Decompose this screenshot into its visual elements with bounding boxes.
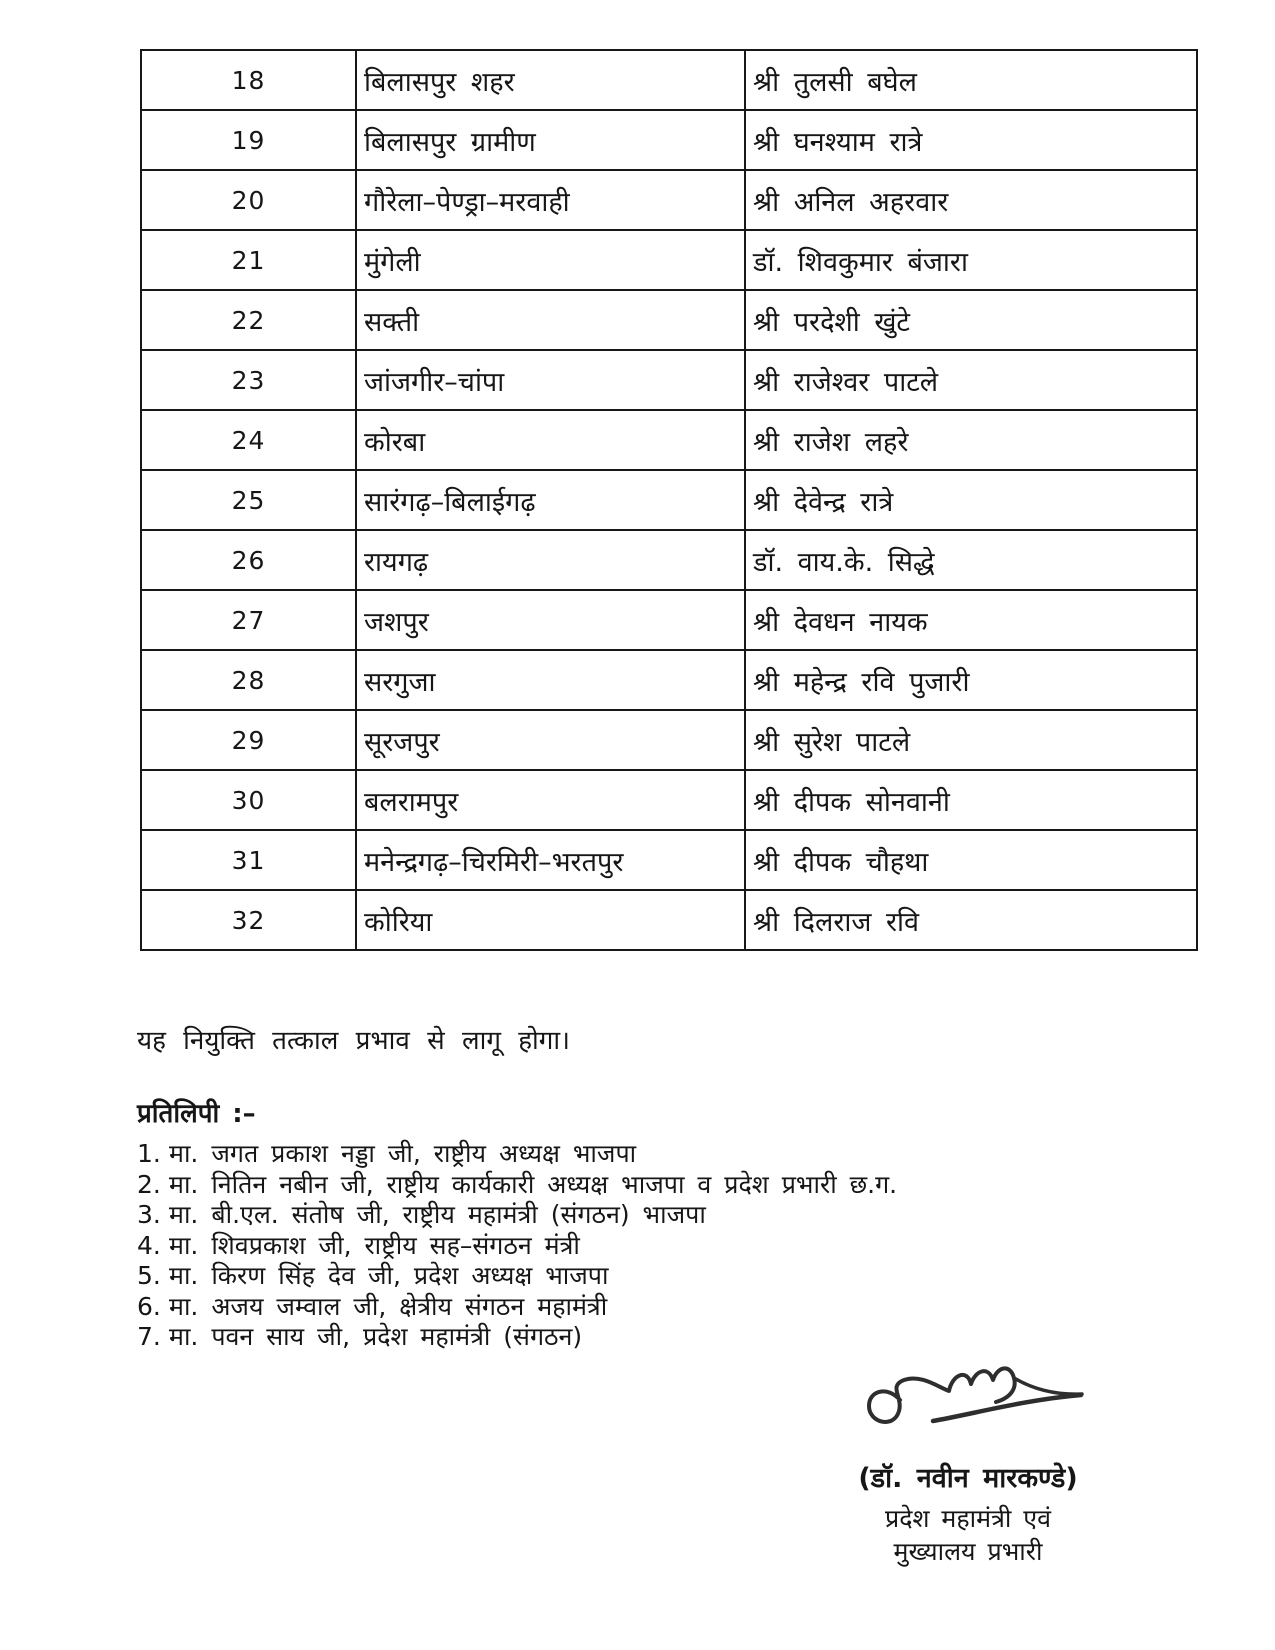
effect-note: यह नियुक्ति तत्काल प्रभाव से लागू होगा।: [137, 1026, 570, 1056]
cell-district: कोरिया: [356, 890, 745, 950]
table-row: [141, 290, 1197, 350]
table-row: [141, 650, 1197, 710]
cell-appointee: श्री राजेश्वर पाटले: [745, 350, 1197, 410]
copy-item-number: 2.: [137, 1169, 161, 1199]
cell-appointee: श्री अनिल अहरवार: [745, 170, 1197, 230]
cell-serial-number: 25: [141, 470, 356, 530]
copy-item-text: मा. अजय जम्वाल जी, क्षेत्रीय संगठन महामंत्री: [169, 1291, 608, 1321]
copy-item-number: 4.: [137, 1230, 161, 1260]
cell-district: कोरबा: [356, 410, 745, 470]
cell-serial-number: 27: [141, 590, 356, 650]
signatory-role-line2: मुख्यालय प्रभारी: [893, 1537, 1043, 1566]
copy-item-number: 1.: [137, 1139, 161, 1168]
cell-serial-number: 26: [141, 530, 356, 590]
table-row: [141, 770, 1197, 830]
cell-serial-number: 32: [141, 890, 356, 950]
cell-district: सरगुजा: [356, 650, 745, 710]
table-row: [141, 830, 1197, 890]
cell-district: मुंगेली: [356, 230, 745, 290]
table-row: [141, 530, 1197, 590]
copy-item-text: मा. जगत प्रकाश नड्डा जी, राष्ट्रीय अध्यक्ष भाजपा: [169, 1139, 637, 1168]
table-row: [141, 590, 1197, 650]
cell-district: रायगढ़: [356, 530, 745, 590]
cell-district: जशपुर: [356, 590, 745, 650]
copy-section: [137, 1094, 897, 1353]
copy-item: [137, 1231, 897, 1262]
cell-district: गौरेला–पेण्ड्रा–मरवाही: [356, 170, 745, 230]
cell-appointee: श्री राजेश लहरे: [745, 410, 1197, 470]
copy-item: [137, 1200, 897, 1231]
cell-serial-number: 20: [141, 170, 356, 230]
cell-appointee: श्री देवधन नायक: [745, 590, 1197, 650]
cell-appointee: श्री दीपक सोनवानी: [745, 770, 1197, 830]
cell-appointee: श्री परदेशी खुंटे: [745, 290, 1197, 350]
signatory-role-line1: प्रदेश महामंत्री एवं: [884, 1504, 1052, 1533]
cell-district: बलरामपुर: [356, 770, 745, 830]
appointments-table: [140, 49, 1198, 951]
cell-appointee: श्री घनश्याम रात्रे: [745, 110, 1197, 170]
copy-item-text: मा. शिवप्रकाश जी, राष्ट्रीय सह–संगठन मंत्री: [169, 1230, 580, 1260]
copy-item-text: मा. नितिन नबीन जी, राष्ट्रीय कार्यकारी अध्यक्ष भाजपा व प्रदेश प्रभारी छ.ग.: [169, 1169, 898, 1199]
cell-appointee: श्री सुरेश पाटले: [745, 710, 1197, 770]
cell-district: बिलासपुर शहर: [356, 50, 745, 110]
copy-item-number: 6.: [137, 1291, 161, 1321]
copy-item-number: 7.: [137, 1322, 161, 1351]
copy-item: [137, 1139, 897, 1170]
table-row: [141, 50, 1197, 110]
table-row: [141, 470, 1197, 530]
cell-district: जांजगीर–चांपा: [356, 350, 745, 410]
table-row: [141, 170, 1197, 230]
copy-heading: प्रतिलिपी :–: [137, 1099, 256, 1129]
cell-serial-number: 31: [141, 830, 356, 890]
cell-serial-number: 30: [141, 770, 356, 830]
cell-appointee: डॉ. वाय.के. सिद्धे: [745, 530, 1197, 590]
table-row: [141, 230, 1197, 290]
cell-district: मनेन्द्रगढ़–चिरमिरी–भरतपुर: [356, 830, 745, 890]
cell-appointee: डॉ. शिवकुमार बंजारा: [745, 230, 1197, 290]
cell-serial-number: 21: [141, 230, 356, 290]
copy-item: [137, 1292, 897, 1323]
cell-appointee: श्री महेन्द्र रवि पुजारी: [745, 650, 1197, 710]
cell-appointee: श्री तुलसी बघेल: [745, 50, 1197, 110]
cell-district: सारंगढ़–बिलाईगढ़: [356, 470, 745, 530]
signature-image: [838, 1288, 1098, 1448]
copy-item-text: मा. पवन साय जी, प्रदेश महामंत्री (संगठन): [169, 1322, 583, 1351]
cell-district: बिलासपुर ग्रामीण: [356, 110, 745, 170]
copy-list: [137, 1139, 897, 1353]
copy-item: [137, 1170, 897, 1201]
cell-serial-number: 23: [141, 350, 356, 410]
cell-serial-number: 29: [141, 710, 356, 770]
table-row: [141, 890, 1197, 950]
cell-serial-number: 18: [141, 50, 356, 110]
table-row: [141, 710, 1197, 770]
copy-item-text: मा. किरण सिंह देव जी, प्रदेश अध्यक्ष भाजपा: [169, 1261, 609, 1290]
cell-district: सूरजपुर: [356, 710, 745, 770]
signatory-name: (डॉ. नवीन मारकण्डे): [858, 1463, 1078, 1494]
cell-appointee: श्री देवेन्द्र रात्रे: [745, 470, 1197, 530]
cell-appointee: श्री दीपक चौहथा: [745, 830, 1197, 890]
copy-item-number: 3.: [137, 1200, 161, 1229]
signatory-block: [788, 1458, 1148, 1568]
copy-item-number: 5.: [137, 1261, 161, 1290]
cell-serial-number: 28: [141, 650, 356, 710]
copy-item-text: मा. बी.एल. संतोष जी, राष्ट्रीय महामंत्री (संगठन) भाजपा: [169, 1200, 706, 1229]
cell-serial-number: 24: [141, 410, 356, 470]
table-row: [141, 110, 1197, 170]
copy-item: [137, 1322, 897, 1353]
cell-serial-number: 22: [141, 290, 356, 350]
cell-serial-number: 19: [141, 110, 356, 170]
cell-district: सक्ती: [356, 290, 745, 350]
table-row: [141, 350, 1197, 410]
table-row: [141, 410, 1197, 470]
cell-appointee: श्री दिलराज रवि: [745, 890, 1197, 950]
copy-item: [137, 1261, 897, 1292]
